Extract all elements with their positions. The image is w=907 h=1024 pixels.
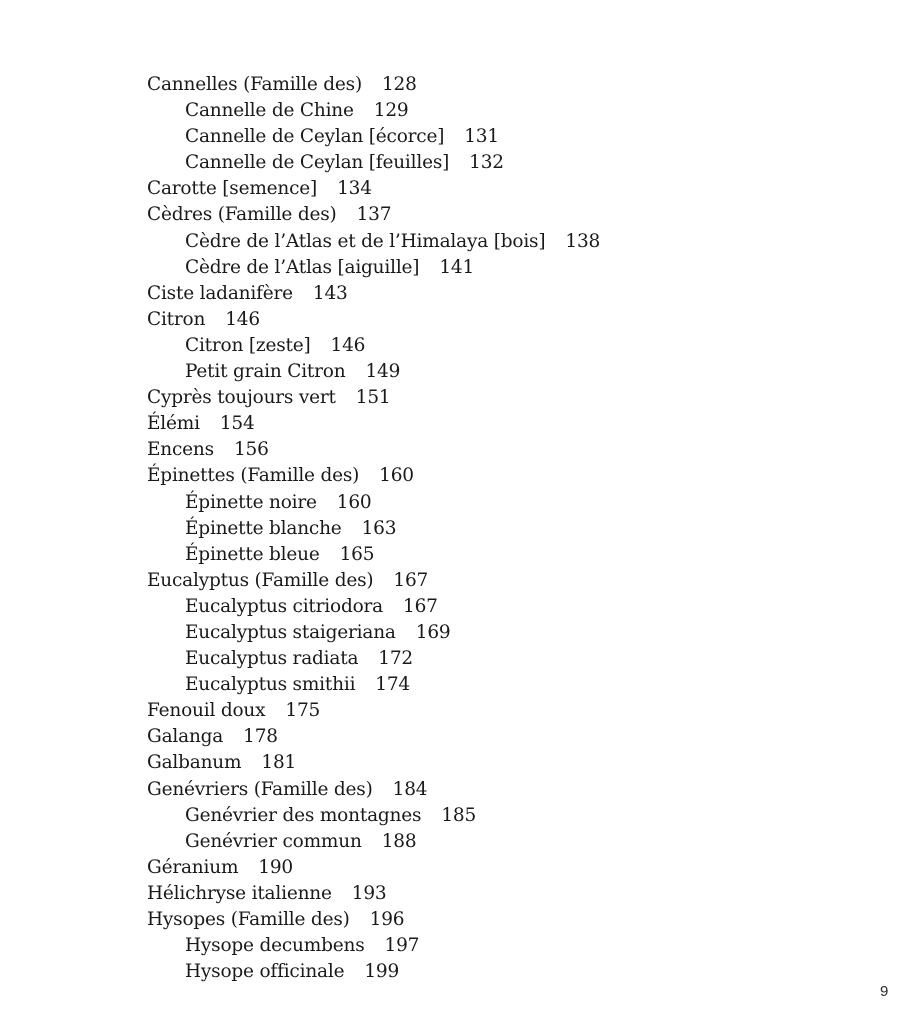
entry-page-number: 196: [369, 909, 405, 930]
entry-term: Épinette noire: [185, 491, 317, 513]
entry-page-number: 175: [285, 700, 321, 722]
entry-term: Cèdres (Famille des): [147, 204, 337, 226]
entry-page-number: 137: [356, 204, 392, 226]
entry-page-number: 163: [361, 517, 397, 539]
entry-term: Géranium: [147, 856, 239, 878]
index-subentry: [147, 333, 600, 359]
index-entry: [147, 698, 600, 724]
entry-term: Genévriers (Famille des): [147, 778, 373, 800]
entry-page-number: 141: [439, 256, 475, 278]
entry-term: Eucalyptus smithii: [185, 674, 356, 696]
index-entry: [147, 881, 600, 907]
entry-page-number: 193: [351, 882, 387, 904]
entry-term: Galbanum: [147, 752, 242, 774]
entry-term: Élémi: [147, 413, 200, 435]
index-subentry: [147, 959, 600, 985]
entry-page-number: 138: [565, 230, 601, 252]
entry-term: Hysope officinale: [185, 961, 345, 983]
index-subentry: [147, 803, 600, 829]
index-entry: [147, 281, 600, 307]
entry-page-number: 128: [381, 74, 417, 95]
entry-term: Genévrier des montagnes: [185, 804, 422, 826]
index-entry: [147, 202, 600, 228]
index-entry: [147, 437, 600, 463]
entry-term: Épinettes (Famille des): [147, 465, 360, 487]
index-list: [147, 72, 600, 985]
entry-term: Épinette blanche: [185, 517, 342, 539]
entry-term: Eucalyptus staigeriana: [185, 621, 396, 643]
index-subentry: [147, 124, 600, 150]
entry-page-number: 185: [441, 804, 477, 826]
index-entry: [147, 72, 600, 98]
index-entry: [147, 907, 600, 933]
entry-page-number: 197: [384, 935, 420, 957]
index-subentry: [147, 150, 600, 176]
entry-page-number: 134: [337, 178, 372, 200]
entry-term: Ciste ladanifère: [147, 282, 293, 304]
index-subentry: [147, 359, 600, 385]
index-subentry: [147, 229, 600, 255]
entry-term: Cannelle de Ceylan [écorce]: [185, 126, 445, 148]
index-entry: [147, 176, 600, 202]
entry-page-number: 149: [365, 361, 401, 383]
index-subentry: [147, 542, 600, 568]
index-entry: [147, 750, 600, 776]
index-entry: [147, 777, 600, 803]
entry-page-number: 151: [355, 387, 391, 409]
entry-term: Citron: [147, 308, 206, 330]
entry-page-number: 146: [225, 308, 260, 330]
index-entry: [147, 724, 600, 750]
entry-term: Eucalyptus (Famille des): [147, 569, 374, 591]
entry-term: Cannelles (Famille des): [147, 74, 362, 95]
entry-page-number: 156: [233, 439, 269, 461]
index-subentry: [147, 672, 600, 698]
entry-page-number: 172: [378, 648, 413, 670]
index-subentry: [147, 646, 600, 672]
entry-page-number: 188: [381, 830, 417, 852]
entry-page-number: 167: [393, 569, 429, 591]
entry-page-number: 146: [330, 334, 366, 356]
index-subentry: [147, 933, 600, 959]
index-entry: [147, 855, 600, 881]
entry-page-number: 199: [364, 961, 400, 983]
entry-term: Eucalyptus citriodora: [185, 595, 384, 617]
entry-term: Eucalyptus radiata: [185, 648, 359, 670]
entry-page-number: 160: [379, 465, 414, 487]
entry-page-number: 167: [403, 595, 438, 617]
entry-page-number: 131: [464, 126, 499, 148]
entry-term: Cèdre de l’Atlas et de l’Himalaya [bois]: [185, 230, 546, 252]
index-subentry: [147, 255, 600, 281]
entry-term: Encens: [147, 439, 214, 461]
index-entry: [147, 568, 600, 594]
entry-term: Cannelle de Ceylan [feuilles]: [185, 152, 450, 174]
index-entry: [147, 411, 600, 437]
entry-term: Cèdre de l’Atlas [aiguille]: [185, 256, 420, 278]
index-subentry: [147, 829, 600, 855]
entry-page-number: 181: [261, 752, 297, 774]
entry-page-number: 165: [339, 543, 375, 565]
entry-page-number: 129: [373, 100, 409, 122]
entry-term: Hélichryse italienne: [147, 882, 332, 904]
entry-term: Hysopes (Famille des): [147, 909, 350, 930]
entry-term: Épinette bleue: [185, 543, 320, 565]
index-subentry: [147, 98, 600, 124]
index-subentry: [147, 516, 600, 542]
entry-page-number: 190: [258, 856, 294, 878]
entry-term: Cannelle de Chine: [185, 100, 354, 122]
entry-term: Hysope decumbens: [185, 935, 365, 957]
entry-page-number: 184: [392, 778, 428, 800]
entry-term: Galanga: [147, 726, 224, 748]
entry-term: Petit grain Citron: [185, 361, 346, 383]
index-entry: [147, 463, 600, 489]
entry-term: Carotte [semence]: [147, 178, 318, 200]
entry-page-number: 143: [312, 282, 348, 304]
entry-page-number: 178: [243, 726, 278, 748]
entry-term: Citron [zeste]: [185, 334, 311, 356]
index-subentry: [147, 594, 600, 620]
entry-page-number: 154: [219, 413, 255, 435]
entry-page-number: 160: [336, 491, 372, 513]
entry-page-number: 132: [469, 152, 504, 174]
page-number: 9: [880, 983, 889, 1000]
entry-term: Cyprès toujours vert: [147, 387, 336, 409]
index-subentry: [147, 620, 600, 646]
entry-page-number: 169: [415, 621, 451, 643]
index-subentry: [147, 490, 600, 516]
index-entry: [147, 385, 600, 411]
entry-page-number: 174: [375, 674, 410, 696]
entry-term: Genévrier commun: [185, 830, 362, 852]
entry-term: Fenouil doux: [147, 700, 266, 722]
index-entry: [147, 307, 600, 333]
